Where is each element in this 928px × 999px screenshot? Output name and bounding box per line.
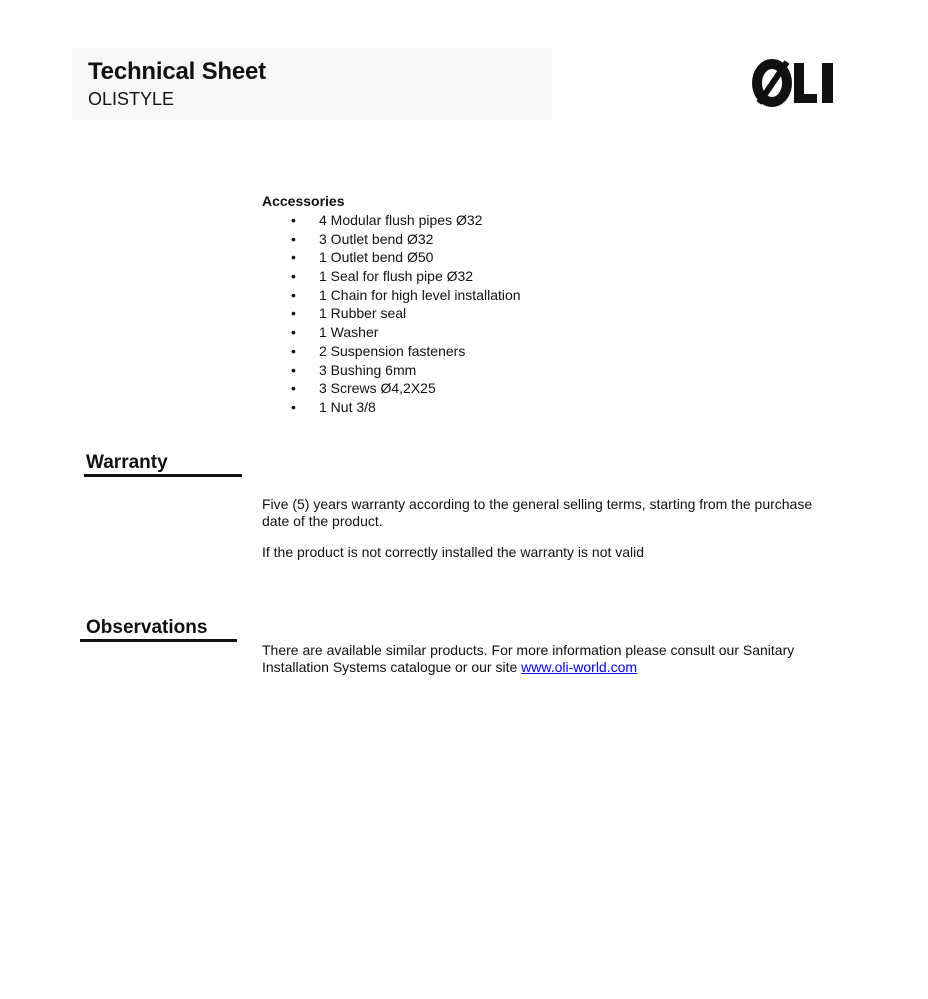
accessories-list	[262, 211, 521, 417]
item-text: 3 Bushing 6mm	[319, 361, 417, 378]
item-text: 1 Seal for flush pipe Ø32	[319, 268, 474, 285]
warranty-heading: Warranty	[86, 452, 168, 473]
warranty-terms: Five (5) years warranty according to the general selling terms, starting from the purchase date of the product.	[262, 496, 813, 529]
bullet-icon: •	[291, 361, 296, 378]
list-item	[262, 323, 521, 342]
item-text: 1 Outlet bend Ø50	[319, 249, 434, 266]
page-title: Technical Sheet	[88, 58, 266, 85]
item-text: 1 Nut 3/8	[319, 398, 376, 415]
list-item	[262, 361, 521, 380]
bullet-icon: •	[291, 380, 296, 397]
bullet-icon: •	[291, 286, 296, 303]
list-item	[262, 230, 521, 249]
item-text: 3 Outlet bend Ø32	[319, 230, 434, 247]
list-item	[262, 286, 521, 305]
list-item	[262, 379, 521, 398]
bullet-icon: •	[291, 230, 296, 247]
item-text: 1 Chain for high level installation	[319, 286, 521, 303]
bullet-icon: •	[291, 212, 296, 228]
website-link[interactable]: www.oli-world.com	[521, 659, 638, 675]
accessories-heading: Accessories	[262, 193, 345, 209]
list-item	[262, 211, 521, 230]
bullet-icon: •	[291, 268, 296, 285]
oli-logo	[752, 58, 848, 108]
item-text: 3 Screws Ø4,2X25	[319, 380, 436, 397]
observations-heading: Observations	[86, 617, 208, 638]
item-text: 4 Modular flush pipes Ø32	[319, 212, 483, 228]
warranty-condition: If the product is not correctly installed the warranty is not valid	[262, 544, 645, 560]
list-item	[262, 342, 521, 361]
list-item	[262, 304, 521, 323]
warranty-divider	[84, 474, 242, 477]
item-text: 2 Suspension fasteners	[319, 342, 466, 359]
bullet-icon: •	[291, 249, 296, 266]
item-text: 1 Washer	[319, 324, 379, 341]
observations-text	[262, 642, 822, 676]
item-text: 1 Rubber seal	[319, 305, 407, 322]
bullet-icon: •	[291, 305, 296, 322]
observations-body: There are available similar products. For more information please consult our Sanitary Installation Systems catalogue or our site	[262, 642, 795, 675]
list-item	[262, 267, 521, 286]
observations-divider	[80, 639, 237, 642]
bullet-icon: •	[291, 398, 296, 415]
list-item	[262, 248, 521, 267]
list-item	[262, 398, 521, 417]
product-name: OLISTYLE	[88, 89, 175, 109]
bullet-icon: •	[291, 342, 296, 359]
bullet-icon: •	[291, 324, 296, 341]
